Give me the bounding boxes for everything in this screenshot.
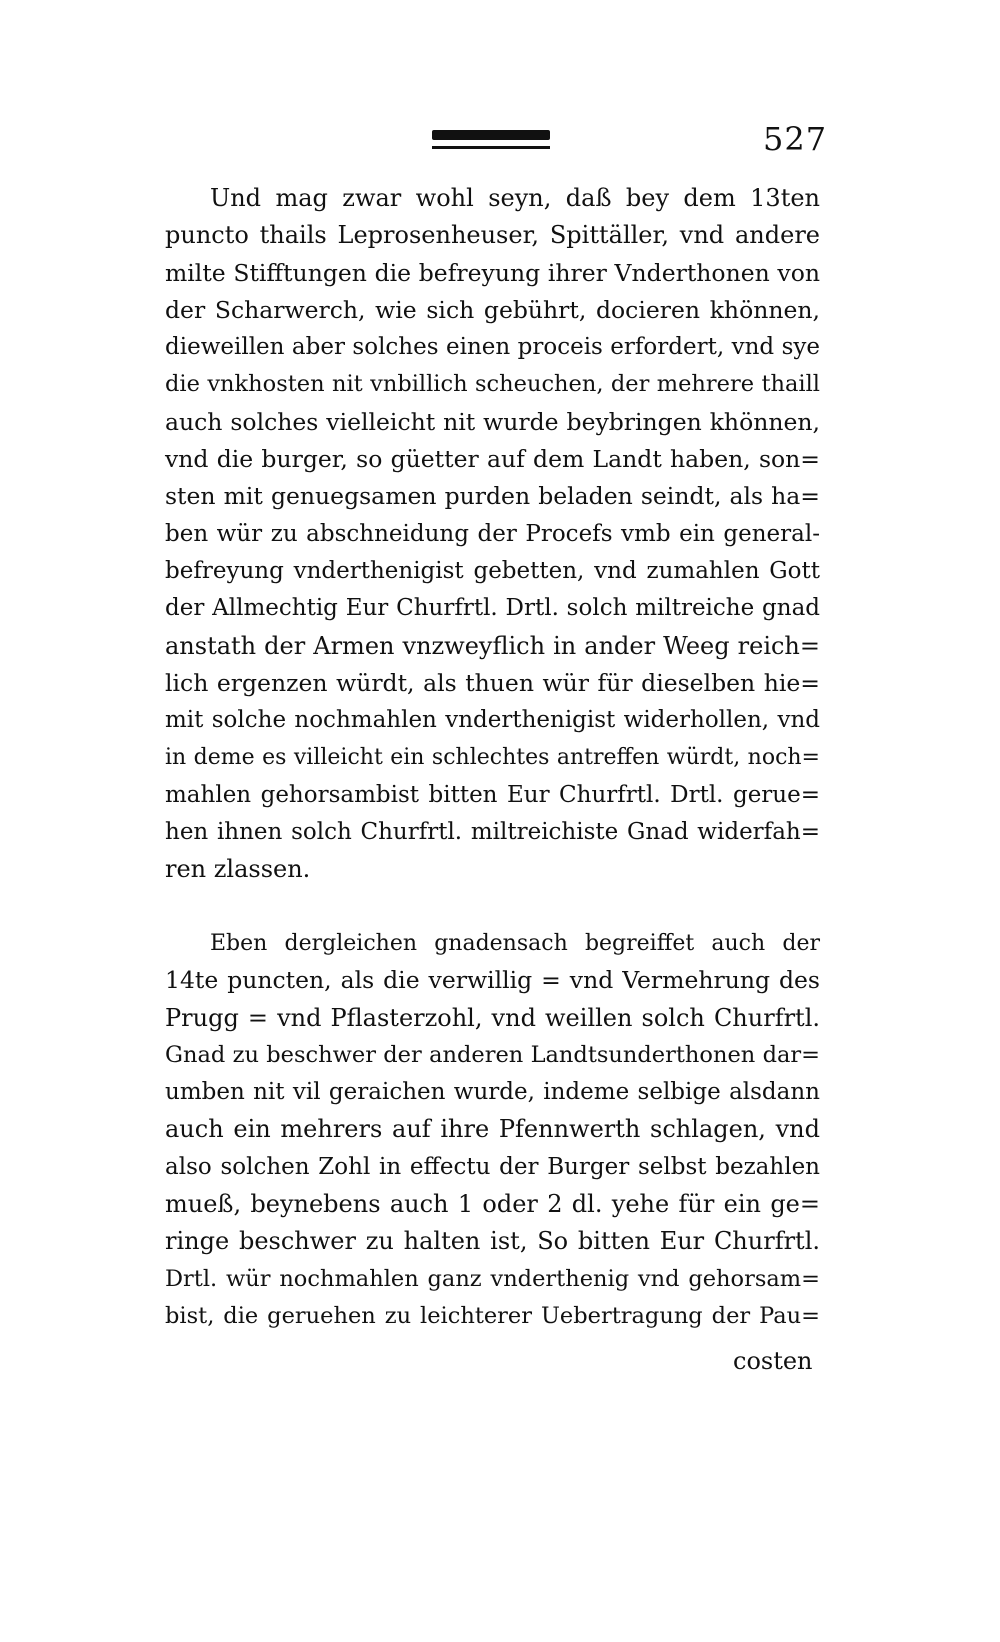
text-line: vnd die burger, so güetter auf dem Landt haben, son= (165, 445, 820, 474)
text-line: hen ihnen solch Churfrtl. miltreichiste Gnad widerfah= (165, 819, 820, 846)
text-line: auch solches vielleicht nit wurde beybringen khönnen, (165, 407, 820, 436)
text-line: milte Stifftungen die befreyung ihrer Vnderthonen von (165, 258, 820, 287)
text-line: ben wür zu abschneidung der Procefs vmb ein general- (165, 520, 820, 547)
text-line: die vnkhosten nit vnbillich scheuchen, der mehrere thaill (165, 371, 820, 398)
text-line: der Allmechtig Eur Churfrtl. Drtl. solch miltreiche gnad (165, 595, 820, 622)
text-line: also solchen Zohl in effectu der Burger selbst bezahlen (165, 1153, 820, 1180)
text-line: mueß, beynebens auch 1 oder 2 dl. yehe für ein ge= (165, 1190, 820, 1219)
paragraph-2 (165, 925, 820, 1335)
text-line: ren zlassen. (165, 855, 311, 884)
text-line: 14te puncten, als die verwillig = vnd Vermehrung des (165, 966, 820, 995)
text-line: in deme es villeicht ein schlechtes antreffen würdt, noch= (165, 745, 820, 771)
text-line: Drtl. wür nochmahlen ganz vnderthenig vnd gehorsam= (165, 1265, 820, 1292)
text-line: umben nit vil geraichen wurde, indeme selbige alsdann (165, 1079, 820, 1106)
text-line: der Scharwerch, wie sich gebührt, docieren khönnen, (165, 295, 820, 324)
text-line: ringe beschwer zu halten ist, So bitten Eur Churfrtl. (165, 1227, 820, 1256)
text-line: anstath der Armen vnzweyflich in ander Weeg reich= (165, 631, 820, 660)
text-line: sten mit genuegsamen purden beladen seindt, als ha= (165, 482, 820, 511)
text-line: Prugg = vnd Pflasterzohl, vnd weillen solch Churfrtl. (165, 1003, 820, 1032)
text-line: dieweillen aber solches einen proceis erfordert, vnd sye (165, 334, 820, 361)
text-line: mit solche nochmahlen vnderthenigist widerhollen, vnd (165, 707, 820, 734)
header-rule-thick (432, 130, 550, 140)
text-line: auch ein mehrers auf ihre Pfennwerth schlagen, vnd (165, 1115, 820, 1144)
text-line: Eben dergleichen gnadensach begreiffet auch der (210, 931, 820, 956)
text-line: Gnad zu beschwer der anderen Landtsunderthonen dar= (165, 1041, 820, 1068)
header-ornament-rule (432, 130, 550, 154)
text-line: Und mag zwar wohl seyn, daß bey dem 13ten (210, 184, 820, 212)
text-line: bist, die geruehen zu leichterer Uebertragung der Pau= (165, 1302, 820, 1329)
catchword: costen (733, 1347, 813, 1375)
header-rule-thin (432, 146, 550, 149)
page-number: 527 (763, 120, 828, 158)
text-line: befreyung vnderthenigist gebetten, vnd zumahlen Gott (165, 557, 820, 584)
paragraph-1 (165, 180, 820, 889)
text-line: mahlen gehorsambist bitten Eur Churfrtl. Drtl. gerue= (165, 781, 820, 808)
text-line: lich ergenzen würdt, als thuen wür für dieselben hie= (165, 668, 820, 697)
text-line: puncto thails Leprosenheuser, Spittäller, vnd andere (165, 221, 820, 250)
